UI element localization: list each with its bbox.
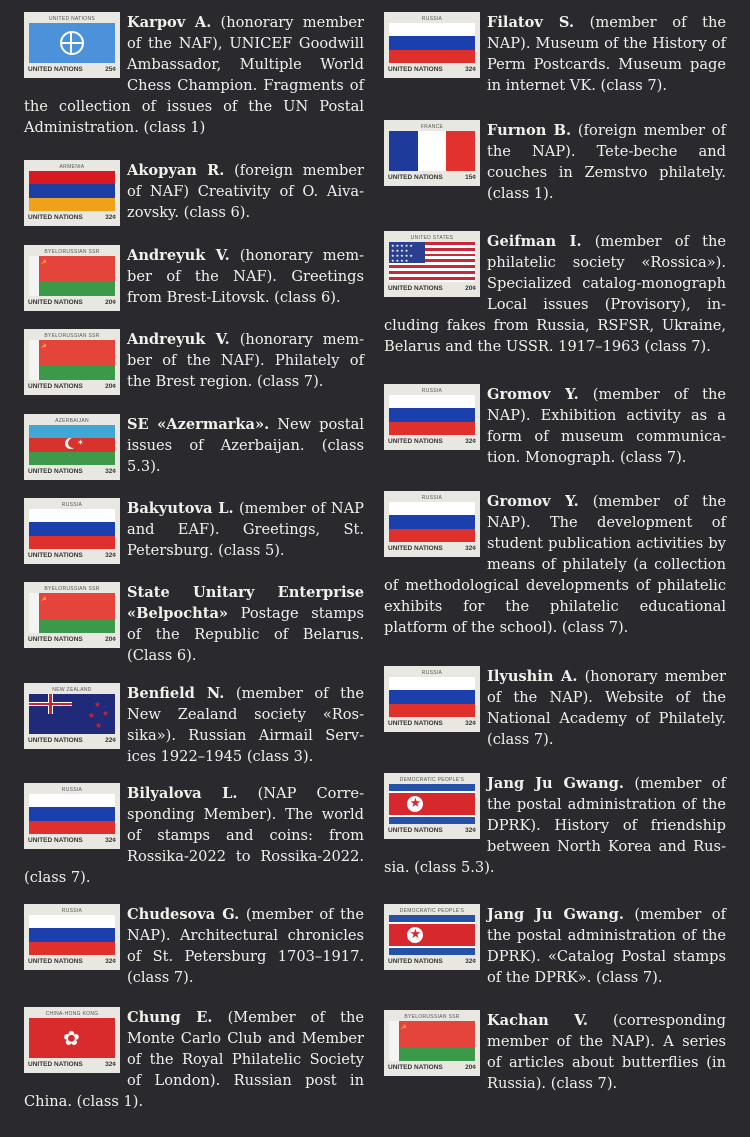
stamp-value: 32¢ bbox=[105, 214, 116, 221]
stamp-image bbox=[24, 683, 120, 749]
stamp-value: 32¢ bbox=[105, 837, 116, 844]
flag-un-icon bbox=[29, 23, 115, 63]
flag-russia-icon bbox=[29, 794, 115, 834]
stamp-footer bbox=[388, 438, 476, 445]
stamp-country: RUSSIA bbox=[421, 495, 443, 501]
stamp-footer bbox=[388, 174, 476, 181]
entry-right_column-6 bbox=[384, 773, 726, 878]
stamp-country: DEMOCRATIC PEOPLE'S bbox=[399, 908, 465, 914]
stamp-value: 20¢ bbox=[105, 636, 116, 643]
flag-russia-icon bbox=[389, 502, 475, 542]
stamp-value: 32¢ bbox=[465, 438, 476, 445]
entry-left_column-2 bbox=[24, 245, 364, 313]
stamp-issuer: UNITED NATIONS bbox=[28, 299, 83, 306]
stamp-value: 15¢ bbox=[465, 174, 476, 181]
stamp-value: 32¢ bbox=[105, 1061, 116, 1068]
entry-author: Ilyushin A. bbox=[487, 668, 578, 685]
entry-author: SE «Azermarka». bbox=[127, 416, 270, 433]
entry-author: Jang Ju Gwang. bbox=[487, 906, 624, 923]
entry-author: Chudesova G. bbox=[127, 906, 240, 923]
stamp-footer bbox=[28, 636, 116, 643]
entry-text: (member of the NAP). Architectural chronicles of St. Petersburg 1703–1917. (class 7). bbox=[127, 906, 364, 986]
flag-azerbaijan-icon: ✶ bbox=[29, 425, 115, 465]
stamp-issuer: UNITED NATIONS bbox=[388, 720, 443, 727]
entry-left_column-4 bbox=[24, 414, 364, 482]
entry-author: Filatov S. bbox=[487, 14, 575, 31]
entry-text: (member of NAP and EAF). Greetings, St. Petersburg. (class 5). bbox=[127, 500, 364, 559]
entry-author: Gromov Y. bbox=[487, 493, 579, 510]
stamp-country: RUSSIA bbox=[61, 787, 83, 793]
stamp-issuer: UNITED NATIONS bbox=[388, 438, 443, 445]
flag-bssr-icon: ☭ bbox=[29, 340, 115, 380]
stamp-image bbox=[24, 329, 120, 395]
stamp-issuer: UNITED NATIONS bbox=[28, 958, 83, 965]
stamp-image bbox=[24, 414, 120, 480]
entry-text: (member of the postal administration of the DPRK). «Catalog Postal stamps of the DPRK». (class 7). bbox=[487, 906, 726, 986]
entry-author: Geifman I. bbox=[487, 233, 582, 250]
stamp-country: RUSSIA bbox=[61, 908, 83, 914]
stamp-country: RUSSIA bbox=[421, 388, 443, 394]
entry-left_column-3 bbox=[24, 329, 364, 397]
entry-text: (member of the postal administration of the DPRK). History of friendship between North Korea and Russia. (class 5.3). bbox=[384, 775, 726, 876]
entry-author: Kachan V. bbox=[487, 1012, 588, 1029]
entry-author: Bakyutova L. bbox=[127, 500, 234, 517]
flag-bssr-icon: ☭ bbox=[29, 256, 115, 296]
entry-text: (NAP Corresponding Member). The world of stamps and coins: from Rossika-2022 to Rossika-2022. (class 7). bbox=[24, 785, 364, 886]
stamp-value: 32¢ bbox=[105, 468, 116, 475]
stamp-country: RUSSIA bbox=[421, 670, 443, 676]
stamp-issuer: UNITED NATIONS bbox=[388, 958, 443, 965]
entry-author: State Unitary Enterprise «Belpochta» bbox=[127, 584, 364, 622]
stamp-issuer: UNITED NATIONS bbox=[28, 552, 83, 559]
stamp-value: 32¢ bbox=[465, 66, 476, 73]
entry-left_column-6 bbox=[24, 582, 364, 666]
entry-left_column-0 bbox=[24, 12, 364, 138]
stamp-image bbox=[384, 491, 480, 557]
entry-text: (honorary member of the NAP). Website of the National Academy of Philately. (class 7). bbox=[487, 668, 726, 748]
stamp-country: NEW ZEALAND bbox=[52, 687, 92, 693]
stamp-image bbox=[384, 666, 480, 732]
stamp-country: FRANCE bbox=[420, 124, 444, 130]
entry-text: (honorary member of the NAF). Philately of the Brest region. (class 7). bbox=[127, 331, 364, 390]
stamp-value: 22¢ bbox=[105, 737, 116, 744]
entry-author: Karpov A. bbox=[127, 14, 212, 31]
flag-bssr-icon: ☭ bbox=[389, 1021, 475, 1061]
entry-text: (honorary member of the NAF), UNICEF Goodwill Ambassador, Multiple World Chess Champion. Fragments of the collection of issues of the UN Postal Administration. (class 1) bbox=[24, 14, 365, 136]
stamp-footer bbox=[28, 468, 116, 475]
entry-left_column-7 bbox=[24, 683, 364, 767]
stamp-country: CHINA-HONG KONG bbox=[45, 1011, 99, 1017]
flag-russia-icon bbox=[389, 23, 475, 63]
entry-text: (corresponding member of the NAP). A series of articles about butterflies (in Russia). (class 7). bbox=[487, 1012, 726, 1092]
entry-author: Andreyuk V. bbox=[127, 331, 230, 348]
stamp-footer bbox=[28, 837, 116, 844]
flag-france-icon bbox=[389, 131, 475, 171]
stamp-footer bbox=[28, 737, 116, 744]
stamp-value: 25¢ bbox=[105, 66, 116, 73]
entry-text: (member of the NAP). Museum of the History of Perm Postcards. Museum page in internet VK. (class 7). bbox=[487, 14, 727, 94]
entry-left_column-9 bbox=[24, 904, 364, 988]
stamp-issuer: UNITED NATIONS bbox=[28, 636, 83, 643]
entry-left_column-5 bbox=[24, 498, 364, 566]
stamp-issuer: UNITED NATIONS bbox=[28, 737, 83, 744]
entry-author: Bilyalova L. bbox=[127, 785, 238, 802]
entry-author: Furnon B. bbox=[487, 122, 572, 139]
entry-author: Jang Ju Gwang. bbox=[487, 775, 624, 792]
flag-dprk-icon: ★ bbox=[389, 915, 475, 955]
stamp-country: BYELORUSSIAN SSR bbox=[404, 1014, 460, 1020]
entry-text: (Member of the Monte Carlo Club and Member of the Royal Philatelic Society of London). Russian post in China. (class 1). bbox=[24, 1009, 364, 1110]
stamp-country: BYELORUSSIAN SSR bbox=[44, 249, 100, 255]
stamp-issuer: UNITED NATIONS bbox=[28, 66, 83, 73]
stamp-footer bbox=[28, 383, 116, 390]
stamp-image bbox=[24, 12, 120, 78]
entry-right_column-0 bbox=[384, 12, 726, 96]
stamp-footer bbox=[28, 299, 116, 306]
flag-hk-icon: ✿ bbox=[29, 1018, 115, 1058]
stamp-image bbox=[384, 12, 480, 78]
stamp-footer bbox=[388, 285, 476, 292]
stamp-issuer: UNITED NATIONS bbox=[28, 383, 83, 390]
stamp-image bbox=[24, 1007, 120, 1073]
flag-russia-icon bbox=[389, 395, 475, 435]
stamp-country: BYELORUSSIAN SSR bbox=[44, 333, 100, 339]
entry-text: (member of the NAP). Exhibition activity as a form of museum communication. Monograph. (class 7). bbox=[487, 386, 726, 466]
flag-russia-icon bbox=[389, 677, 475, 717]
stamp-country: UNITED STATES bbox=[410, 235, 454, 241]
stamp-value: 20¢ bbox=[465, 285, 476, 292]
stamp-value: 20¢ bbox=[105, 383, 116, 390]
stamp-image bbox=[384, 231, 480, 297]
stamp-country: RUSSIA bbox=[61, 502, 83, 508]
entry-text: Postage stamps of the Republic of Belarus. (Class 6). bbox=[127, 605, 364, 664]
stamp-issuer: UNITED NATIONS bbox=[388, 827, 443, 834]
stamp-footer bbox=[388, 827, 476, 834]
entry-right_column-4 bbox=[384, 491, 726, 638]
stamp-image bbox=[24, 783, 120, 849]
entry-author: Benfield N. bbox=[127, 685, 225, 702]
entry-text: (member of the philatelic society «Rossica»). Specialized catalog-monograph Local issues (Provisory), including fakes from Russia, RSFSR, Ukraine, Belarus and the USSR. 1917–1963 (class 7). bbox=[384, 233, 726, 355]
entry-author: Gromov Y. bbox=[487, 386, 579, 403]
stamp-footer bbox=[28, 1061, 116, 1068]
entry-right_column-1 bbox=[384, 120, 726, 204]
flag-armenia-icon bbox=[29, 171, 115, 211]
stamp-footer bbox=[388, 720, 476, 727]
stamp-issuer: UNITED NATIONS bbox=[388, 66, 443, 73]
stamp-issuer: UNITED NATIONS bbox=[28, 837, 83, 844]
stamp-country: RUSSIA bbox=[421, 16, 443, 22]
stamp-image bbox=[24, 160, 120, 226]
entry-left_column-10 bbox=[24, 1007, 364, 1112]
flag-bssr-icon: ☭ bbox=[29, 593, 115, 633]
flag-russia-icon bbox=[29, 509, 115, 549]
stamp-footer bbox=[28, 552, 116, 559]
stamp-image bbox=[24, 904, 120, 970]
entry-text: (member of the NAP). The development of student publication activities by means of philately (a collection of methodological developments of philatelic exhibits for the philatelic educational platform of the school). (class 7). bbox=[384, 493, 726, 636]
stamp-issuer: UNITED NATIONS bbox=[388, 1064, 443, 1071]
stamp-value: 32¢ bbox=[105, 958, 116, 965]
stamp-footer bbox=[388, 66, 476, 73]
entry-text: New postal issues of Azerbaijan. (class 5.3). bbox=[127, 416, 364, 475]
stamp-value: 32¢ bbox=[465, 720, 476, 727]
stamp-issuer: UNITED NATIONS bbox=[388, 285, 443, 292]
stamp-value: 32¢ bbox=[465, 958, 476, 965]
entry-left_column-8 bbox=[24, 783, 364, 888]
stamp-image bbox=[384, 1010, 480, 1076]
stamp-country: BYELORUSSIAN SSR bbox=[44, 586, 100, 592]
stamp-image bbox=[384, 120, 480, 186]
stamp-footer bbox=[28, 214, 116, 221]
stamp-footer bbox=[28, 958, 116, 965]
stamp-country: UNITED NATIONS bbox=[48, 16, 96, 22]
stamp-issuer: UNITED NATIONS bbox=[28, 1061, 83, 1068]
flag-dprk-icon: ★ bbox=[389, 784, 475, 824]
entry-left_column-1 bbox=[24, 160, 364, 228]
stamp-issuer: UNITED NATIONS bbox=[388, 545, 443, 552]
flag-nz-icon: ★ ★ ★ ★ bbox=[29, 694, 115, 734]
stamp-footer bbox=[388, 958, 476, 965]
stamp-footer bbox=[28, 66, 116, 73]
stamp-value: 20¢ bbox=[105, 299, 116, 306]
stamp-issuer: UNITED NATIONS bbox=[28, 468, 83, 475]
entry-right_column-8 bbox=[384, 1010, 726, 1094]
stamp-issuer: UNITED NATIONS bbox=[28, 214, 83, 221]
flag-usa-icon: ★★★★★ ★★★★ ★★★★★ ★★★★ bbox=[389, 242, 475, 282]
entry-right_column-7 bbox=[384, 904, 726, 988]
stamp-value: 32¢ bbox=[465, 827, 476, 834]
entry-author: Andreyuk V. bbox=[127, 247, 230, 264]
entry-author: Akopyan R. bbox=[127, 162, 225, 179]
stamp-image bbox=[384, 904, 480, 970]
stamp-image bbox=[24, 498, 120, 564]
entry-text: (member of the New Zealand society «Rossika»). Russian Airmail Services 1922–1945 (class 3). bbox=[127, 685, 364, 765]
entry-text: (honorary member of the NAF). Greetings from Brest-Litovsk. (class 6). bbox=[127, 247, 364, 306]
stamp-value: 20¢ bbox=[465, 1064, 476, 1071]
entry-right_column-5 bbox=[384, 666, 726, 750]
stamp-issuer: UNITED NATIONS bbox=[388, 174, 443, 181]
entry-author: Chung E. bbox=[127, 1009, 213, 1026]
stamp-image bbox=[24, 582, 120, 648]
entry-text: (foreign member of the NAP). Tete-beche and couches in Zemstvo philately. (class 1). bbox=[487, 122, 726, 202]
stamp-image bbox=[384, 773, 480, 839]
stamp-image bbox=[24, 245, 120, 311]
entry-text: (foreign member of NAF) Creativity of O. Aivazovsky. (class 6). bbox=[127, 162, 364, 221]
stamp-footer bbox=[388, 545, 476, 552]
stamp-image bbox=[384, 384, 480, 450]
stamp-country: AZERBAIJAN bbox=[55, 418, 89, 424]
stamp-footer bbox=[388, 1064, 476, 1071]
entry-right_column-3 bbox=[384, 384, 726, 468]
flag-russia-icon bbox=[29, 915, 115, 955]
stamp-value: 32¢ bbox=[105, 552, 116, 559]
stamp-value: 32¢ bbox=[465, 545, 476, 552]
stamp-country: ARMENIA bbox=[59, 164, 85, 170]
stamp-country: DEMOCRATIC PEOPLE'S bbox=[399, 777, 465, 783]
entry-right_column-2 bbox=[384, 231, 726, 357]
